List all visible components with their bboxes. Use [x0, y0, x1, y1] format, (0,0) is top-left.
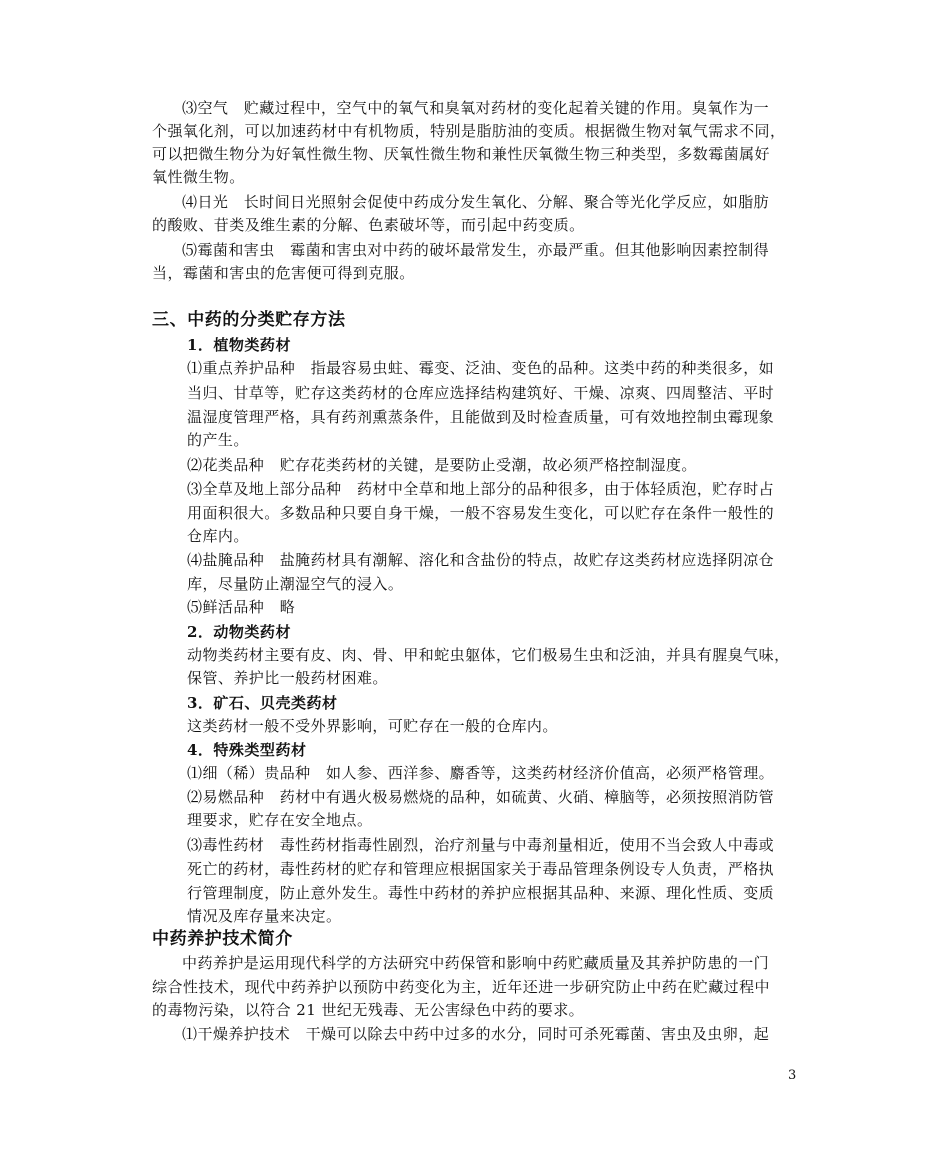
text-line: 中药养护是运用现代科学的方法研究中药保管和影响中药贮藏质量及其养护防患的一门 — [182, 954, 770, 972]
text-line: ⑵易燃品种 药材中有遇火极易燃烧的品种，如硫黄、火硝、樟脑等，必须按照消防管 — [187, 788, 775, 806]
text-line: 可以把微生物分为好氧性微生物、厌氧性微生物和兼性厌氧微生物三种类型，多数霉菌属好 — [152, 145, 771, 163]
text-line: ⑶毒性药材 毒性药材指毒性剧烈，治疗剂量与中毒剂量相近，使用不当会致人中毒或 — [187, 836, 775, 854]
text-line: 行管理制度，防止意外发生。毒性中药材的养护应根据其品种、来源、理化性质、变质 — [187, 884, 775, 902]
text-line: 仓库内。 — [187, 527, 249, 545]
text-line: 这类药材一般不受外界影响，可贮存在一般的仓库内。 — [187, 717, 558, 735]
text-line: 死亡的药材，毒性药材的贮存和管理应根据国家关于毒品管理条例设专人负责，严格执 — [187, 860, 775, 878]
text-line: 当，霉菌和害虫的危害便可得到克服。 — [152, 264, 415, 282]
page-number: 3 — [788, 1068, 797, 1083]
text-line: 的产生。 — [187, 431, 249, 449]
text-line: 氧性微生物。 — [152, 168, 245, 186]
text-line: ⑴干燥养护技术 干燥可以除去中药中过多的水分，同时可杀死霉菌、害虫及虫卵，起 — [182, 1025, 770, 1043]
text-line: 动物类药材主要有皮、肉、骨、甲和蛇虫躯体，它们极易生虫和泛油，并具有腥臭气味， — [187, 646, 790, 664]
text-line: 用面积很大。多数品种只要自身干燥，一般不容易发生变化，可以贮存在条件一般性的 — [187, 504, 775, 522]
section-heading: 三、中药的分类贮存方法 — [152, 310, 346, 330]
text-line: 个强氧化剂，可以加速药材中有机物质，特别是脂肪油的变质。根据微生物对氧气需求不同， — [152, 122, 786, 140]
subsection-heading: 1．植物类药材 — [187, 336, 291, 354]
text-line: ⑶全草及地上部分品种 药材中全草和地上部分的品种很多，由于体轻质泡，贮存时占 — [187, 480, 775, 498]
text-line: 情况及库存量来决定。 — [187, 907, 342, 925]
text-line: ⑵花类品种 贮存花类药材的关键，是要防止受潮，故必须严格控制湿度。 — [187, 456, 697, 474]
text-line: 温湿度管理严格，具有药剂熏蒸条件，且能做到及时检查质量，可有效地控制虫霉现象 — [187, 408, 775, 426]
text-line: ⑸霉菌和害虫 霉菌和害虫对中药的破坏最常发生，亦最严重。但其他影响因素控制得 — [182, 241, 770, 259]
text-line: 综合性技术，现代中药养护以预防中药变化为主，近年还进一步研究防止中药在贮藏过程中 — [152, 978, 771, 996]
text-line: 保管、养护比一般药材困难。 — [187, 669, 388, 687]
text-line: ⑴细（稀）贵品种 如人参、西洋参、麝香等，这类药材经济价值高，必须严格管理。 — [187, 764, 775, 782]
text-line: 的酸败、苷类及维生素的分解、色素破坏等，而引起中药变质。 — [152, 216, 585, 234]
text-line: ⑷盐腌品种 盐腌药材具有潮解、溶化和含盐份的特点，故贮存这类药材应选择阴凉仓 — [187, 551, 775, 569]
text-line: ⑷日光 长时间日光照射会促使中药成分发生氧化、分解、聚合等光化学反应，如脂肪 — [182, 193, 770, 211]
text-line: ⑴重点养护品种 指最容易虫蛀、霉变、泛油、变色的品种。这类中药的种类很多，如 — [187, 359, 775, 377]
section-heading: 中药养护技术简介 — [152, 929, 293, 949]
subsection-heading: 4．特殊类型药材 — [187, 741, 307, 759]
text-line: 当归、甘草等，贮存这类药材的仓库应选择结构建筑好、干燥、凉爽、四周整洁、平时 — [187, 384, 775, 402]
text-line: 库，尽量防止潮湿空气的浸入。 — [187, 575, 404, 593]
text-line: 的毒物污染，以符合 21 世纪无残毒、无公害绿色中药的要求。 — [152, 1001, 585, 1019]
text-line: ⑸鲜活品种 略 — [187, 598, 296, 616]
subsection-heading: 2．动物类药材 — [187, 623, 291, 641]
text-line: ⑶空气 贮藏过程中，空气中的氧气和臭氧对药材的变化起着关键的作用。臭氧作为一 — [182, 99, 770, 117]
subsection-heading: 3．矿石、贝壳类药材 — [187, 694, 338, 712]
text-line: 理要求，贮存在安全地点。 — [187, 811, 373, 829]
